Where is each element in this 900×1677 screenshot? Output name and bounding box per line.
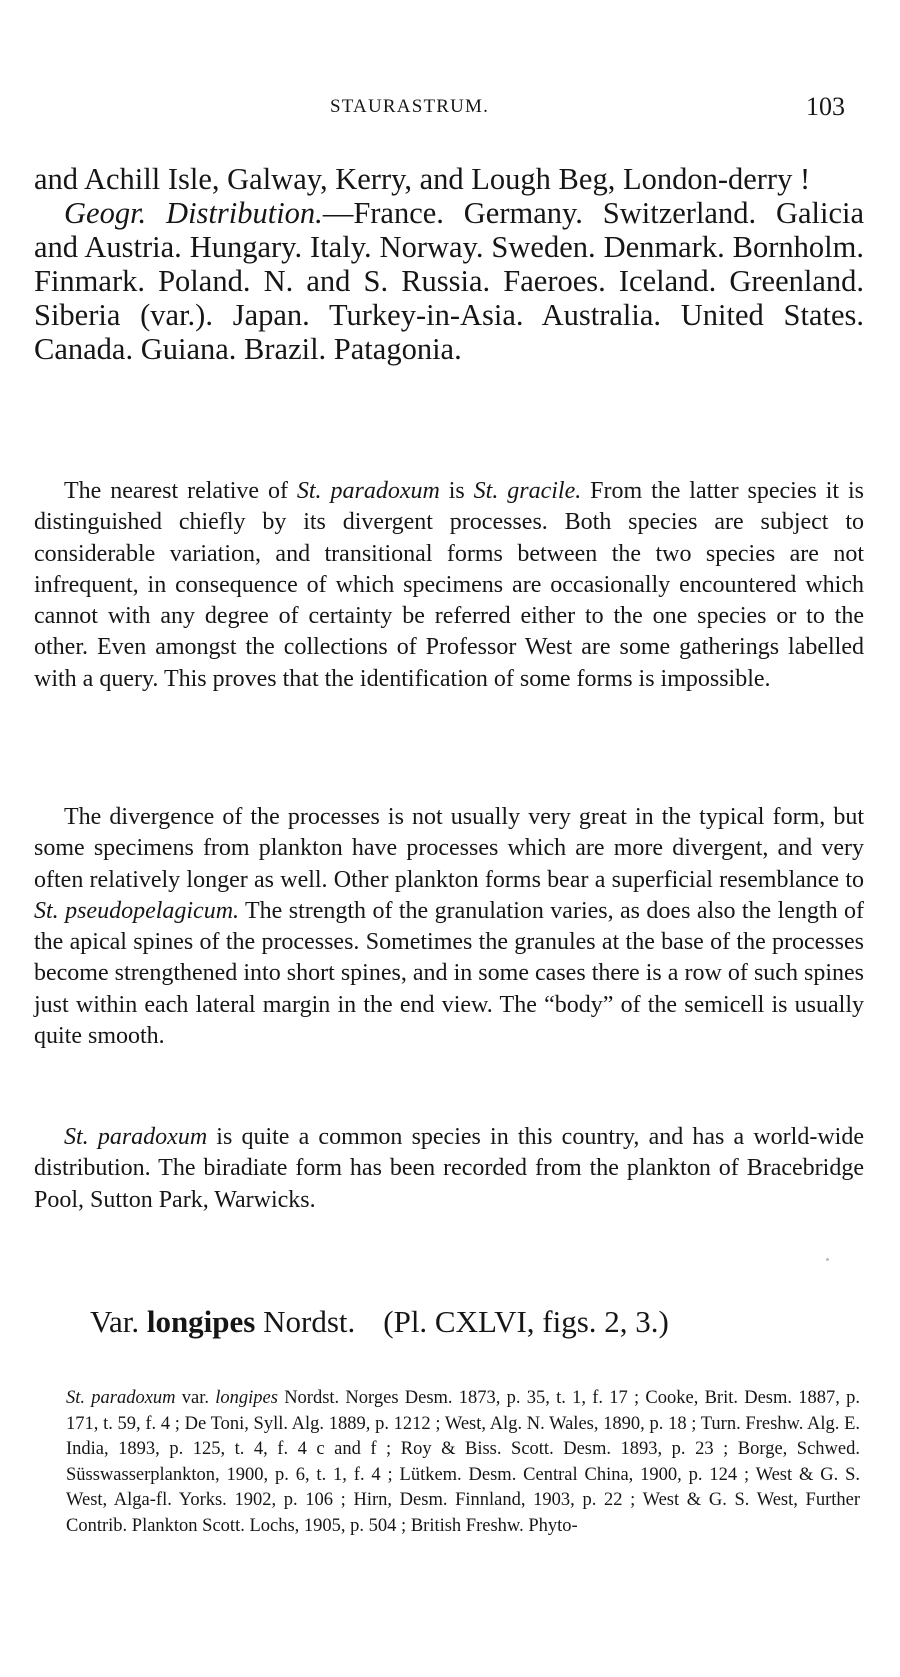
page-number: 103 [806, 92, 845, 121]
p3-text-b: The strength of the granulation varies, as does also the length of the apical spines of the processes. Sometimes the granules at the base of the processes become strengthened into short spines, and in some cases there is a row of such spines just within each lateral margin in the end view. The “body” of the semicell is usually quite smooth. [34, 897, 864, 1050]
distribution-label: Geogr. Distribution. [64, 196, 323, 230]
variety-prefix: Var. [90, 1304, 147, 1339]
running-head [0, 92, 900, 132]
p3-text-a: The divergence of the processes is not usually very great in the typical form, but some specimens from plankton have processes which are more divergent, and very often relatively longer as well. Other plankton forms bear a superficial resemblance to [34, 804, 864, 893]
species-name: St. paradoxum [296, 478, 440, 504]
variety-author: Nordst. [255, 1304, 356, 1339]
plate-reference: (Pl. CXLVI, figs. 2, 3.) [383, 1304, 669, 1339]
distribution-text: —France. Germany. Switzerland. Galicia and Austria. Hungary. Italy. Norway. Sweden. Denmark. Bornholm. Finmark. Poland. N. and S. Russia. Faeroes. Iceland. Greenland. Siberia (var.). Japan. Turkey-in-Asia. Australia. United States. Canada. Guiana. Brazil. Patagonia. [34, 196, 864, 366]
variety-name: longipes [146, 1304, 256, 1339]
species-name: St. gracile. [473, 478, 582, 504]
synonymy-block [66, 1386, 860, 1539]
continuation-text: and Achill Isle, Galway, Kerry, and Lough Beg, London-derry ! [34, 162, 811, 196]
variety-heading [90, 1304, 669, 1340]
synonymy-var-word: var. [175, 1388, 216, 1408]
synonymy-var-name: longipes [215, 1388, 278, 1408]
species-name: St. paradoxum [64, 1124, 208, 1150]
p2-text-a: The nearest relative of [64, 478, 297, 504]
p2-text-b: is [439, 478, 474, 504]
running-title: STAURASTRUM. [330, 96, 490, 117]
page-speck [826, 1258, 829, 1261]
synonymy-citations: Nordst. Norges Desm. 1873, p. 35, t. 1, f. 17 ; Cooke, Brit. Desm. 1887, p. 171, t. 59, f. 4 ; De Toni, Syll. Alg. 1889, p. 1212 ; West, Alg. N. Wales, 1890, p. 18 ; Turn. Freshw. Alg. E. India, 1893, p. 125, t. 4, f. 4 c and f ; Roy & Biss. Scott. Desm. 1893, p. 23 ; Borge, Schwed. Süsswasserplankton, 1900, p. 6, t. 1, f. 4 ; Lütkem. Desm. Central China, 1900, p. 124 ; West & G. S. West, Alga-fl. Yorks. 1902, p. 106 ; Hirn, Desm. Finnland, 1903, p. 22 ; West & G. S. West, Further Contrib. Plankton Scott. Lochs, 1905, p. 504 ; British Freshw. Phyto- [66, 1388, 860, 1536]
relative-paragraph [34, 476, 864, 695]
p4-text: is quite a common species in this country, and has a world-wide distribution. The biradiate form has been recorded from the plankton of Bracebridge Pool, Sutton Park, Warwicks. [34, 1124, 864, 1213]
distribution-paragraph [34, 162, 864, 366]
distribution-note-paragraph [34, 1122, 864, 1216]
species-name: St. pseudopelagicum. [34, 897, 240, 924]
p2-text-c: From the latter species it is distinguished chiefly by its divergent processes. Both species are subject to considerable variation, and transitional forms between the two species are not infrequent, in consequence of which specimens are occasionally encountered which cannot with any degree of certainty be referred either to the one species or to the other. Even amongst the collections of Professor West are some gatherings labelled with a query. This proves that the identification of some forms is impossible. [34, 478, 865, 692]
synonymy-species: St. paradoxum [66, 1388, 176, 1408]
divergence-paragraph [34, 802, 864, 1052]
